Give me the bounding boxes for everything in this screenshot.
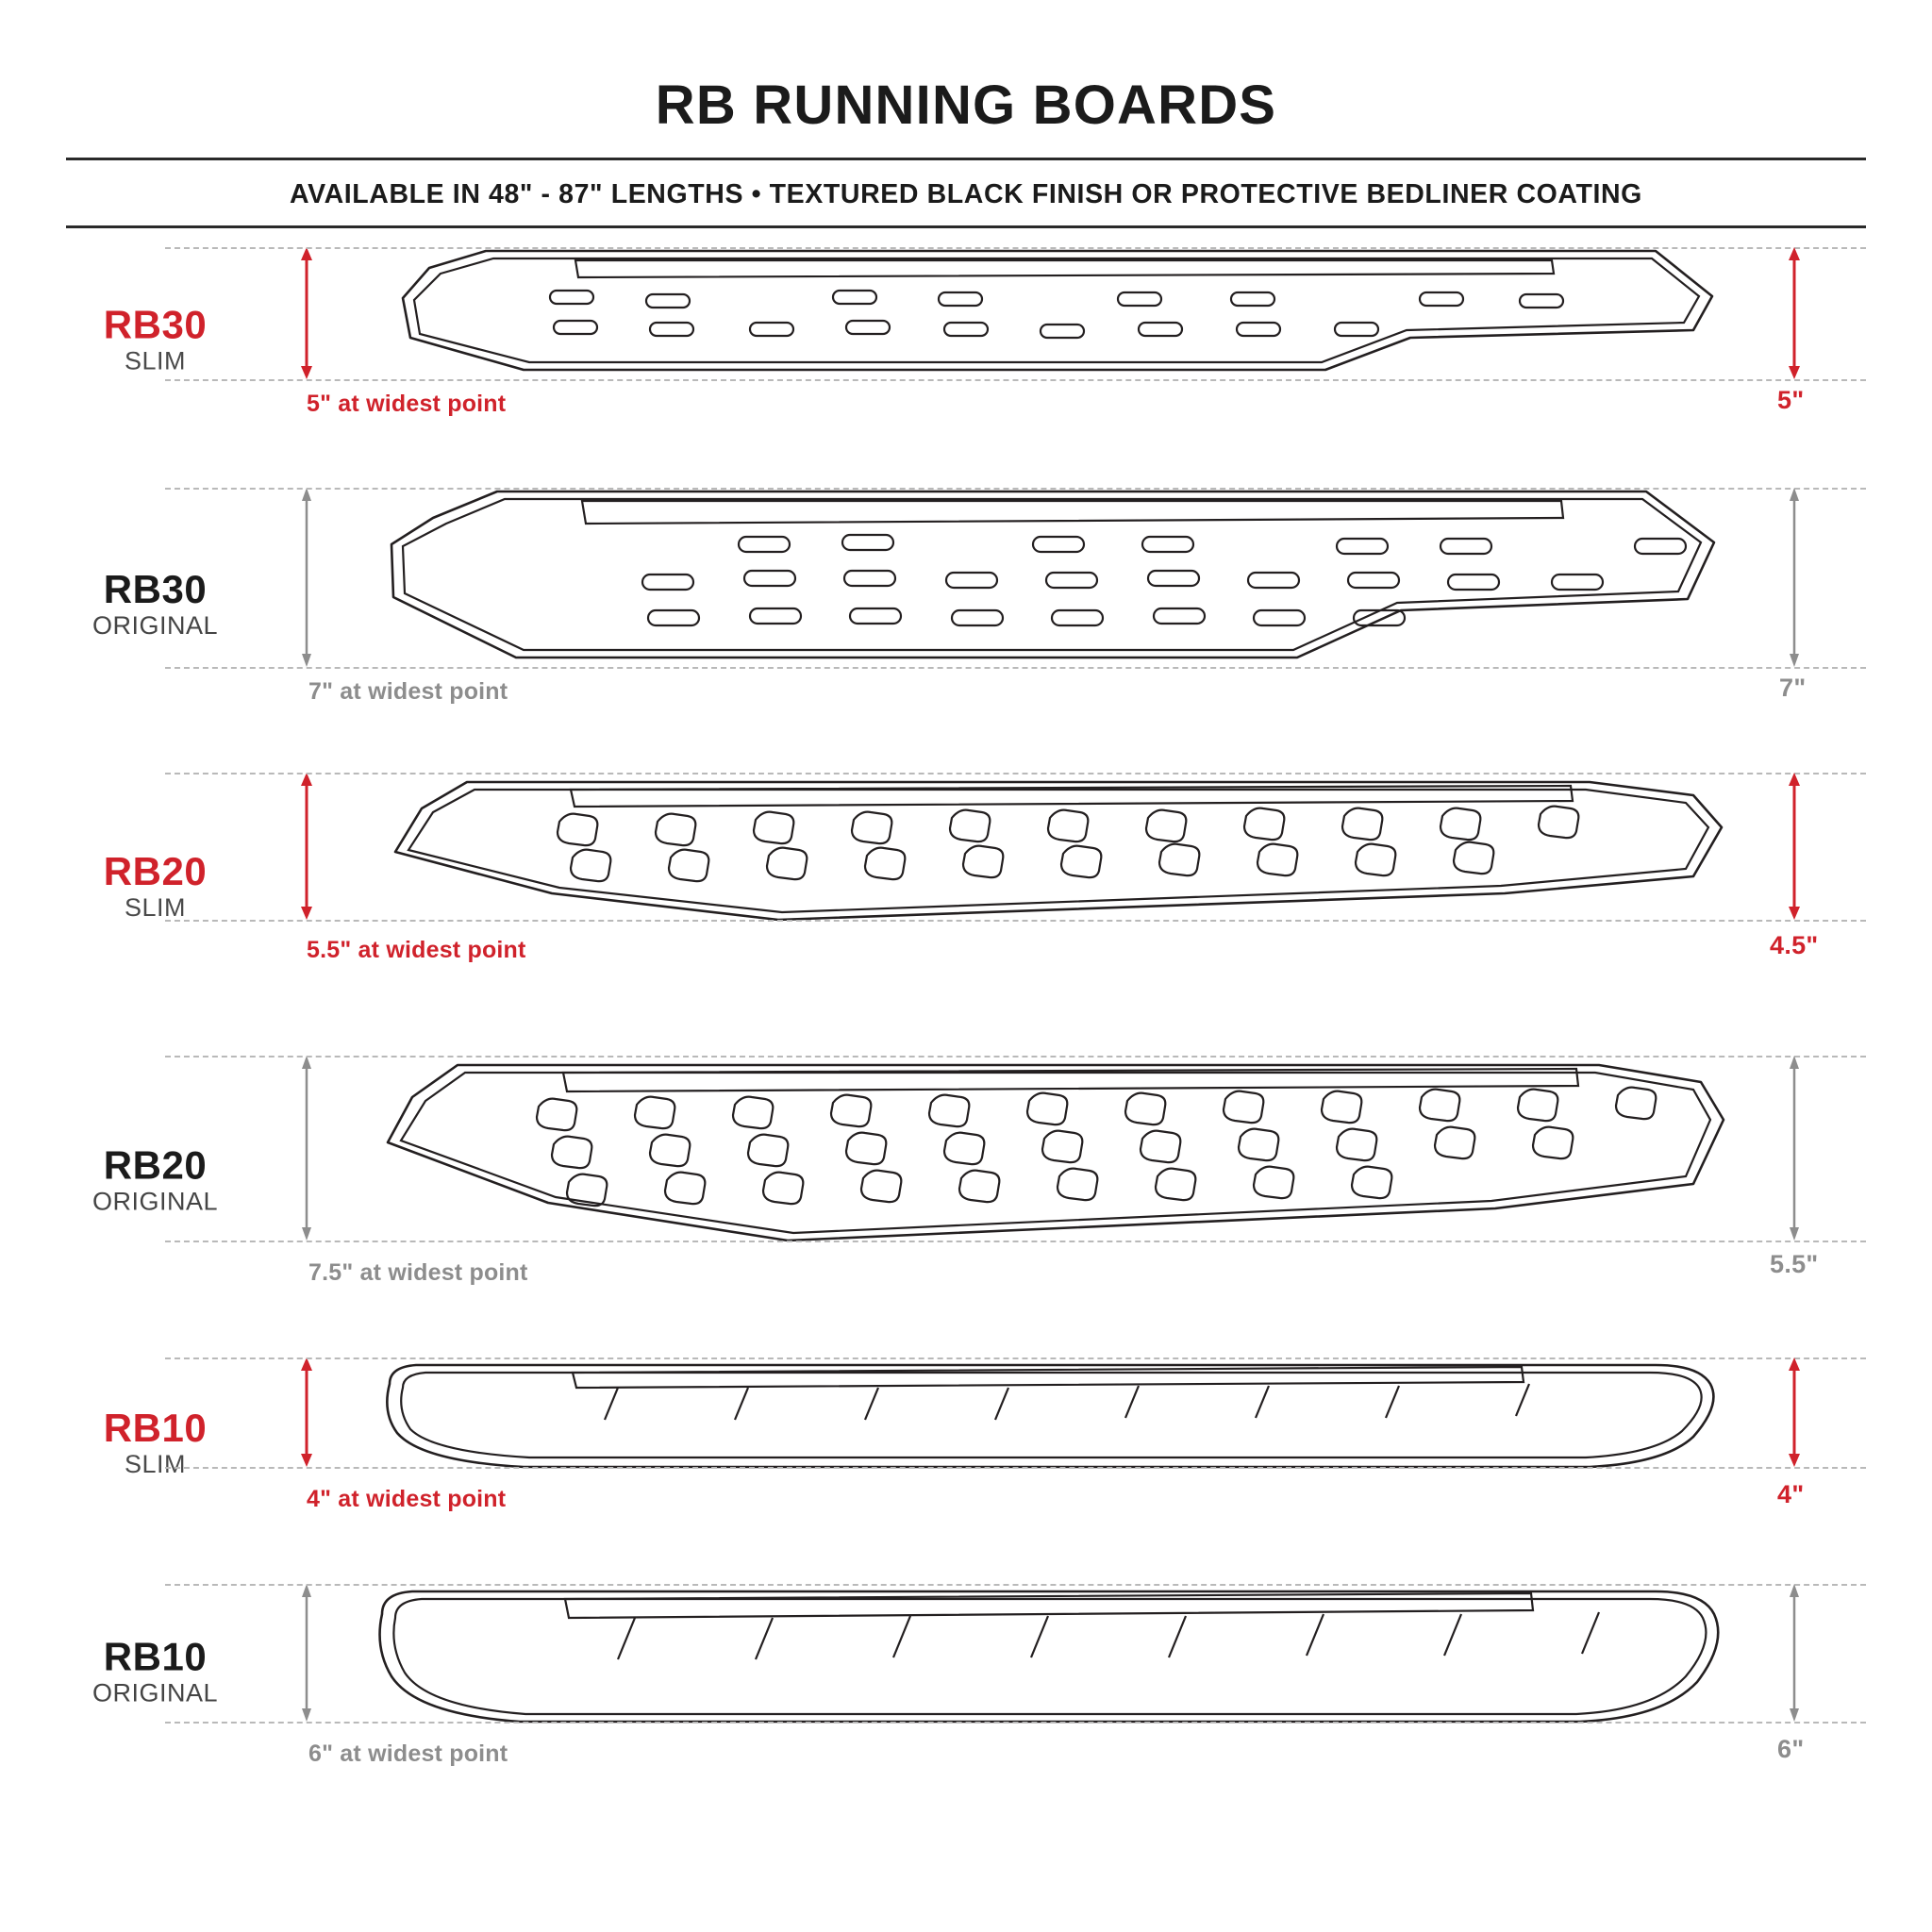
right-dimension-rb10-slim <box>1753 1346 1866 1573</box>
row-label-rb20-slim <box>66 761 278 1044</box>
board-row-rb20-slim <box>66 761 1866 1044</box>
title-divider <box>66 158 1866 160</box>
guide-line-top <box>165 488 1866 490</box>
board-rows <box>66 240 1866 1808</box>
model-name: RB30 <box>103 566 208 611</box>
model-variant: SLIM <box>124 345 187 375</box>
right-dimension-rb30-slim <box>1753 240 1866 480</box>
model-variant: SLIM <box>124 893 187 923</box>
guide-line-top <box>165 773 1866 774</box>
row-label-rb30-original <box>66 480 278 761</box>
height-value: 6" <box>1777 1735 1805 1763</box>
width-caption: 6" at widest point <box>308 1740 508 1767</box>
height-value: 5" <box>1777 386 1805 414</box>
height-value: 4.5" <box>1770 931 1819 959</box>
rb20-slim-svg <box>335 761 1731 1044</box>
board-illustration-rb10-slim <box>307 1346 1753 1573</box>
board-row-rb30-original <box>66 480 1866 761</box>
left-dimension-arrow-rb10-slim <box>278 1346 335 1573</box>
page-subtitle: AVAILABLE IN 48" - 87" LENGTHS • TEXTURED BLACK FINISH OR PROTECTIVE BEDLINER COATING <box>290 179 1642 209</box>
right-dimension-rb30-original <box>1753 480 1866 761</box>
rb30-slim-svg <box>335 240 1731 480</box>
guide-line-bottom <box>165 920 1866 922</box>
board-row-rb10-slim <box>66 1346 1866 1573</box>
left-dimension-arrow-rb20-slim <box>278 761 335 1044</box>
right-dimension-rb20-slim <box>1753 761 1866 1044</box>
model-name: RB30 <box>103 301 208 346</box>
height-value: 4" <box>1777 1480 1805 1508</box>
model-variant: ORIGINAL <box>92 1187 219 1216</box>
board-illustration-rb30-slim <box>307 240 1753 480</box>
board-row-rb20-original <box>66 1044 1866 1346</box>
rb20-original-svg <box>335 1044 1731 1346</box>
width-caption: 5" at widest point <box>307 391 507 417</box>
guide-line-bottom <box>165 1241 1866 1242</box>
height-value: 5.5" <box>1770 1250 1819 1278</box>
subtitle-divider <box>66 225 1866 228</box>
model-variant: SLIM <box>124 1450 187 1479</box>
left-dimension-arrow-rb30-slim <box>278 240 335 480</box>
board-row-rb30-slim <box>66 240 1866 480</box>
guide-line-bottom <box>165 379 1866 381</box>
left-dimension-arrow-rb30-original <box>278 480 335 761</box>
width-caption: 7.5" at widest point <box>308 1259 528 1286</box>
page-title: RB RUNNING BOARDS <box>655 75 1277 136</box>
guide-line-top <box>165 1357 1866 1359</box>
left-dimension-arrow-rb10-original <box>278 1573 335 1808</box>
model-name: RB10 <box>103 1634 208 1679</box>
width-caption: 4" at widest point <box>307 1486 507 1512</box>
right-dimension-rb20-original <box>1753 1044 1866 1346</box>
row-label-rb30-slim <box>66 240 278 480</box>
rb10-original-svg <box>335 1573 1731 1808</box>
model-name: RB20 <box>103 1142 208 1188</box>
board-illustration-rb30-original <box>308 480 1753 761</box>
board-illustration-rb20-original <box>308 1044 1753 1346</box>
guide-line-bottom <box>165 1722 1866 1724</box>
row-label-rb20-original <box>66 1044 278 1346</box>
rb10-slim-svg <box>335 1346 1731 1573</box>
model-variant: ORIGINAL <box>92 1678 219 1707</box>
guide-line-top <box>165 1056 1866 1058</box>
width-caption: 7" at widest point <box>308 678 508 705</box>
guide-line-bottom <box>165 1467 1866 1469</box>
model-variant: ORIGINAL <box>92 611 219 641</box>
model-name: RB20 <box>103 848 208 893</box>
guide-line-bottom <box>165 667 1866 669</box>
height-value: 7" <box>1779 674 1807 702</box>
width-caption: 5.5" at widest point <box>307 937 526 963</box>
model-name: RB10 <box>103 1405 208 1450</box>
board-row-rb10-original <box>66 1573 1866 1808</box>
guide-line-top <box>165 1584 1866 1586</box>
rb30-original-svg <box>335 480 1731 761</box>
guide-line-top <box>165 247 1866 249</box>
right-dimension-rb10-original <box>1753 1573 1866 1808</box>
board-illustration-rb20-slim <box>307 761 1753 1044</box>
board-illustration-rb10-original <box>308 1573 1753 1808</box>
row-label-rb10-slim <box>66 1346 278 1573</box>
left-dimension-arrow-rb20-original <box>278 1044 335 1346</box>
row-label-rb10-original <box>66 1573 278 1808</box>
